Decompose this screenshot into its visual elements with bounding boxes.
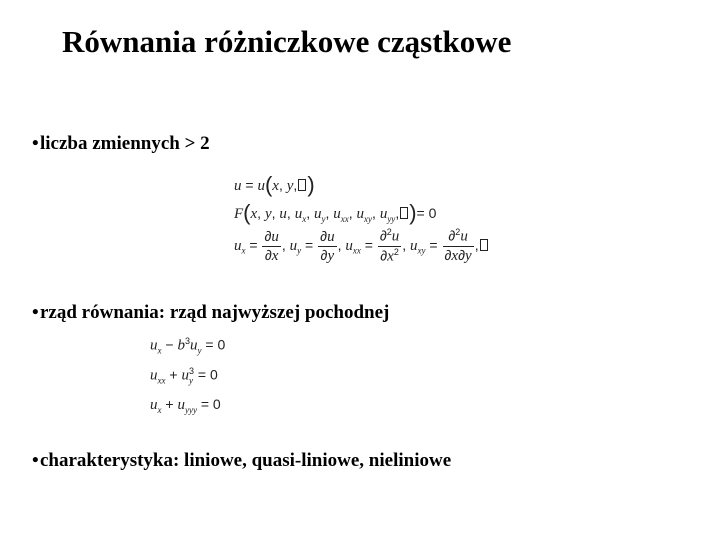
equation-general-pde: F(x, y, u, $u_x$, $u_y$, $u_{xx}$, $u_{xy}$, $u_{yy}$, )= 0 — [234, 200, 437, 225]
bullet-text-order: rząd równania: rząd najwyższej pochodnej — [40, 302, 390, 323]
equation-second-order: $u_{xx} + u_y^3 = 0$ — [150, 366, 218, 386]
equation-partial-definitions: $u_x$ = $\frac{\partial u}{\partial x}$ , $u_y$ = $\frac{\partial u}{\partial y}$ , $u_{xx}$ = $\frac{\partial^2u}{\partial x^2}$ , $u_{xy}$ = $\frac{\partial^2u}{\partial x\partial y}$ , — [234, 228, 489, 264]
slide-title: Równania różniczkowe cząstkowe — [62, 24, 512, 59]
bullet-text-variables: liczba zmiennych > 2 — [40, 133, 210, 154]
equation-first-order: $u_x - b^3u_y = 0$ — [150, 336, 226, 356]
bullet-marker: • — [32, 133, 39, 154]
bullet-text-characteristics: charakterystyka: liniowe, quasi-liniowe, nieliniowe — [40, 450, 452, 471]
equation-third-order: $u_x + u_{yyy} = 0$ — [150, 396, 221, 415]
bullet-marker: • — [32, 302, 39, 323]
bullet-marker: • — [32, 450, 39, 471]
equation-u-function: u = u(x, y, ) — [234, 172, 315, 197]
